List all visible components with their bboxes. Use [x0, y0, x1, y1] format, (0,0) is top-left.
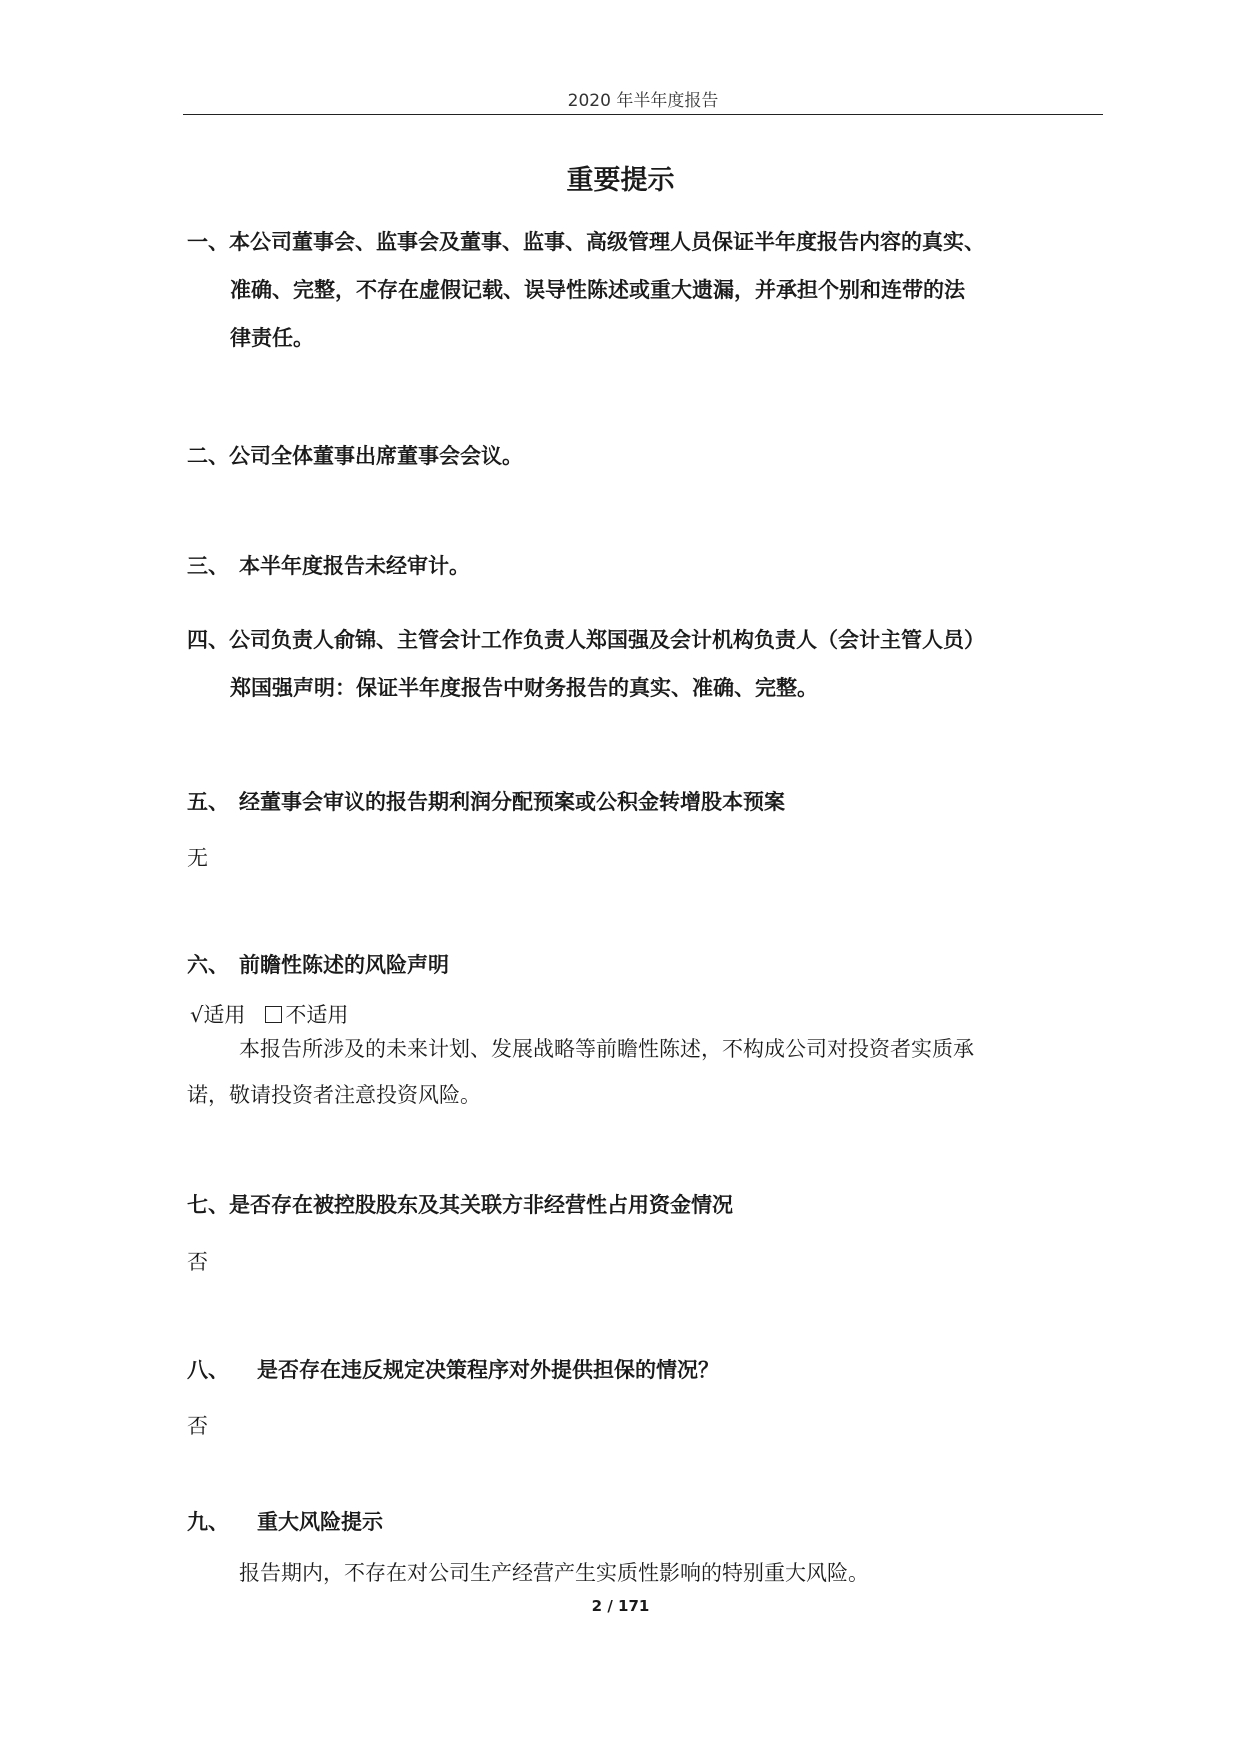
section-5 [187, 778, 1103, 826]
option-applicable: 适用 [203, 1003, 246, 1027]
section-9-paragraph [187, 1550, 1105, 1596]
paragraph-line: 本报告所涉及的未来计划、发展战略等前瞻性陈述，不构成公司对投资者实质承 [239, 1037, 974, 1061]
section-6 [187, 941, 1103, 989]
section-text: 经董事会审议的报告期利润分配预案或公积金转增股本预案 [239, 790, 785, 814]
section-number: 四、 [187, 628, 229, 652]
section-8 [187, 1346, 1103, 1394]
section-4 [187, 616, 1103, 712]
section-6-paragraph [187, 1026, 1105, 1118]
section-text-line: 公司负责人俞锦、主管会计工作负责人郑国强及会计机构负责人（会计主管人员） [229, 628, 985, 652]
section-text-line: 准确、完整，不存在虚假记载、误导性陈述或重大遗漏，并承担个别和连带的法 [230, 278, 965, 302]
section-number: 八、 [187, 1358, 229, 1382]
section-text-line: 郑国强声明：保证半年度报告中财务报告的真实、准确、完整。 [230, 676, 818, 700]
page-title: 重要提示 [566, 165, 675, 196]
section-8-answer: 否 [187, 1414, 208, 1438]
page-header-title: 2020 年半年度报告 [567, 91, 719, 111]
section-text: 是否存在违反规定决策程序对外提供担保的情况？ [257, 1358, 719, 1382]
section-text-line: 本公司董事会、监事会及董事、监事、高级管理人员保证半年度报告内容的真实、 [229, 230, 985, 254]
section-7-answer: 否 [187, 1250, 208, 1274]
empty-checkbox-icon [265, 1006, 282, 1023]
section-9 [187, 1498, 1103, 1546]
paragraph-line: 诺，敬请投资者注意投资风险。 [187, 1083, 481, 1107]
section-text: 是否存在被控股股东及其关联方非经营性占用资金情况 [229, 1193, 733, 1217]
section-2 [187, 432, 1103, 480]
section-number: 六、 [187, 953, 229, 977]
section-number: 七、 [187, 1193, 229, 1217]
section-text: 重大风险提示 [257, 1510, 383, 1534]
check-mark-icon: √ [190, 1003, 204, 1027]
paragraph-line: 报告期内，不存在对公司生产经营产生实质性影响的特别重大风险。 [239, 1561, 869, 1585]
section-number: 五、 [187, 790, 229, 814]
section-text-line: 律责任。 [230, 326, 314, 350]
section-3 [187, 542, 1103, 590]
section-text: 前瞻性陈述的风险声明 [239, 953, 449, 977]
section-number: 三、 [187, 554, 229, 578]
option-not-applicable: 不适用 [285, 1003, 349, 1027]
section-number: 一、 [187, 230, 229, 254]
page-number: 2 / 171 [591, 1597, 650, 1615]
section-5-answer: 无 [187, 846, 208, 870]
section-7 [187, 1181, 1103, 1229]
section-text: 公司全体董事出席董事会会议。 [229, 444, 523, 468]
section-text: 本半年度报告未经审计。 [239, 554, 470, 578]
section-number: 二、 [187, 444, 229, 468]
header-divider [183, 114, 1103, 115]
section-1 [187, 218, 1103, 362]
section-number: 九、 [187, 1510, 229, 1534]
